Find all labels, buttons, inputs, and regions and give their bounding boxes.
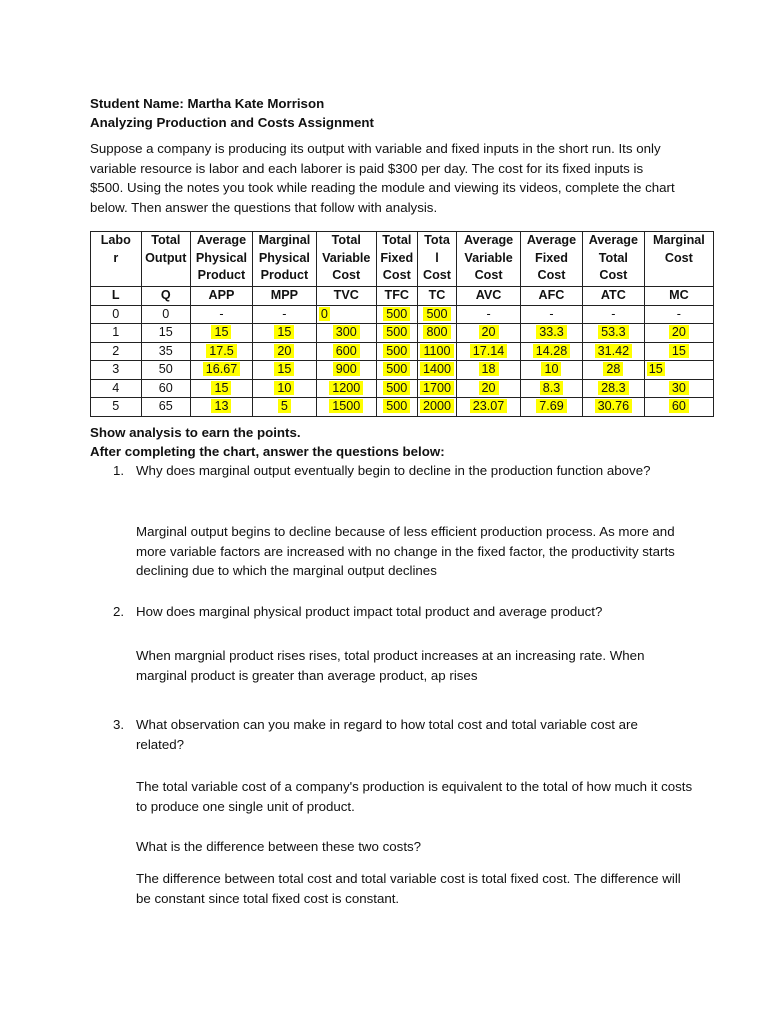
cell-value: 1200	[329, 381, 363, 395]
abbrev-atc: ATC	[582, 287, 644, 306]
cell-atc	[582, 361, 644, 380]
cell-mc	[644, 342, 713, 361]
instructions: After completing the chart, answer the questions below:	[90, 444, 445, 459]
cell-avc	[457, 305, 521, 324]
cell-value: 17.5	[206, 344, 237, 358]
cell-value: 20	[479, 381, 499, 395]
cell-value: 60	[669, 399, 689, 413]
cell-avc	[457, 342, 521, 361]
student-name: Student Name: Martha Kate Morrison	[90, 96, 325, 111]
cell-mpp	[252, 342, 316, 361]
cell-value: 60	[158, 380, 173, 395]
assignment-title: Analyzing Production and Costs Assignment	[90, 115, 374, 130]
cell-value: 28	[603, 362, 623, 376]
cell-mpp	[252, 379, 316, 398]
table-header-row	[91, 232, 714, 287]
cell-value: 65	[158, 399, 173, 413]
cell-value: 500	[423, 307, 450, 321]
cell-labor	[91, 305, 142, 324]
cell-value: 35	[158, 343, 173, 358]
col-header-tc: Tota l Cost	[417, 232, 456, 287]
cell-labor	[91, 398, 142, 417]
cell-tvc	[316, 398, 376, 417]
cell-tc	[417, 361, 456, 380]
cell-tc	[417, 324, 456, 343]
cell-output	[141, 305, 191, 324]
cell-value: 1	[112, 325, 120, 339]
col-header-total-output: Total Output	[141, 232, 191, 287]
cell-tvc	[316, 324, 376, 343]
cell-value: 15	[158, 325, 173, 339]
cell-value: 1100	[420, 344, 453, 358]
col-header-afc: Average Fixed Cost	[521, 232, 583, 287]
cell-value: -	[486, 306, 491, 321]
cell-value: 600	[333, 344, 360, 358]
cell-output	[141, 398, 191, 417]
question-number: 2.	[113, 604, 125, 619]
cell-atc	[582, 324, 644, 343]
cell-value: 28.3	[598, 381, 629, 395]
cell-afc	[521, 324, 583, 343]
cell-value: 10	[274, 381, 294, 395]
cell-output	[141, 379, 191, 398]
col-header-labor: Labo r	[91, 232, 142, 287]
cell-afc	[521, 398, 583, 417]
intro-paragraph: Suppose a company is producing its output with variable and fixed inputs in the short run. Its only variable resource is labor and each laborer is paid $300 per day. The cost for its fixed inputs is $500. Using the notes you took while reading the module and viewing its videos, complete the chart below. Then answer the questions that follow with analysis.	[90, 141, 675, 215]
cell-value: 15	[274, 325, 294, 339]
col-header-tfc: Total Fixed Cost	[376, 232, 417, 287]
cell-value: 23.07	[470, 399, 508, 413]
cell-avc	[457, 398, 521, 417]
question-1	[113, 461, 673, 481]
answer-1: Marginal output begins to decline because of less efficient production process. As more and more variable factors are increased with no change in the fixed factor, the productivity starts declining due to which the marginal output declines	[136, 524, 675, 578]
cell-app	[191, 379, 253, 398]
question-2	[113, 602, 673, 622]
cell-tfc	[376, 305, 417, 324]
abbrev-tfc: TFC	[376, 287, 417, 306]
cell-avc	[457, 379, 521, 398]
abbrev-afc: AFC	[521, 287, 583, 306]
col-header-atc: Average Total Cost	[582, 232, 644, 287]
cell-value: 500	[383, 381, 410, 395]
cell-value: 500	[383, 307, 410, 321]
col-header-avc: Average Variable Cost	[457, 232, 521, 287]
cell-value: 500	[383, 399, 410, 413]
cell-value: 53.3	[598, 325, 629, 339]
cell-app	[191, 342, 253, 361]
cell-labor	[91, 324, 142, 343]
cell-value: 20	[479, 325, 499, 339]
table-body	[91, 305, 714, 416]
cell-value: 33.3	[536, 325, 567, 339]
cell-afc	[521, 361, 583, 380]
cell-atc	[582, 342, 644, 361]
cell-afc	[521, 342, 583, 361]
cell-mpp	[252, 305, 316, 324]
cell-avc	[457, 361, 521, 380]
question-3	[113, 715, 673, 754]
cell-value: 16.67	[203, 362, 241, 376]
cell-value: 1400	[420, 362, 454, 376]
cell-value: 4	[112, 380, 120, 395]
cell-value: -	[611, 306, 616, 321]
cell-app	[191, 398, 253, 417]
cell-labor	[91, 342, 142, 361]
cell-tvc	[316, 361, 376, 380]
cell-value: 1700	[420, 381, 454, 395]
cell-afc	[521, 379, 583, 398]
cell-app	[191, 361, 253, 380]
col-header-mpp: Marginal Physical Product	[252, 232, 316, 287]
cell-value: -	[219, 306, 224, 321]
abbrev-tvc: TVC	[316, 287, 376, 306]
abbrev-mpp: MPP	[252, 287, 316, 306]
cell-value: 13	[211, 399, 231, 413]
followup-question-3: What is the difference between these two costs?	[136, 839, 422, 854]
cell-value: -	[282, 306, 287, 321]
table-row	[91, 361, 714, 380]
cell-app	[191, 324, 253, 343]
cell-value: 20	[669, 325, 689, 339]
cell-tvc	[316, 305, 376, 324]
cell-value: 17.14	[470, 344, 508, 358]
question-text: Why does marginal output eventually begin to decline in the production function above?	[136, 463, 651, 478]
cell-value: 8.3	[540, 381, 564, 395]
table-abbrev-row	[91, 287, 714, 306]
answer-3: The total variable cost of a company's production is equivalent to the total of how much it costs to produce one single unit of product.	[136, 779, 693, 814]
question-number: 1.	[113, 463, 125, 478]
table-row	[91, 342, 714, 361]
cell-value: 0	[112, 306, 120, 321]
cell-atc	[582, 379, 644, 398]
cell-afc	[521, 305, 583, 324]
question-text: How does marginal physical product impact total product and average product?	[136, 604, 603, 619]
cell-value: 2	[112, 343, 120, 358]
table-row	[91, 324, 714, 343]
abbrev-avc: AVC	[457, 287, 521, 306]
cell-labor	[91, 379, 142, 398]
cell-avc	[457, 324, 521, 343]
cell-mc	[644, 305, 713, 324]
cell-labor	[91, 361, 142, 380]
cell-value: 0	[320, 306, 328, 321]
cell-value: 18	[479, 362, 499, 376]
cell-value: 500	[383, 325, 410, 339]
cell-value: 7.69	[536, 399, 567, 413]
cell-app	[191, 305, 253, 324]
abbrev-tc: TC	[417, 287, 456, 306]
cell-tc	[417, 342, 456, 361]
cell-value: 500	[383, 362, 410, 376]
cell-value: 0	[162, 306, 170, 321]
cell-value: 300	[333, 325, 360, 339]
cell-tc	[417, 398, 456, 417]
cell-value: 10	[541, 362, 561, 376]
cell-value: 50	[158, 362, 173, 376]
question-text: What observation can you make in regard to how total cost and total variable cost are related?	[136, 717, 638, 752]
abbrev-q: Q	[141, 287, 191, 306]
cell-atc	[582, 398, 644, 417]
table-row	[91, 379, 714, 398]
cell-output	[141, 361, 191, 380]
col-header-mc: Marginal Cost	[644, 232, 713, 287]
cell-value: 30.76	[595, 399, 633, 413]
cell-tfc	[376, 379, 417, 398]
cell-value: 1500	[329, 399, 363, 413]
cell-mpp	[252, 361, 316, 380]
cell-value: 5	[278, 399, 291, 413]
answer-2: When margnial product rises rises, total product increases at an increasing rate. When marginal product is greater than average product, ap rises	[136, 648, 645, 683]
cell-value: 3	[112, 362, 120, 376]
cell-value: 5	[112, 399, 120, 413]
cell-value: 2000	[420, 399, 454, 413]
cell-mc	[644, 398, 713, 417]
question-number: 3.	[113, 717, 125, 732]
cell-mc	[644, 361, 713, 380]
cell-value: -	[549, 306, 554, 321]
cell-value: 15	[211, 325, 231, 339]
table-row	[91, 398, 714, 417]
col-header-tvc: Total Variable Cost	[316, 232, 376, 287]
cell-highlight	[317, 306, 376, 324]
cell-tc	[417, 379, 456, 398]
col-header-app: Average Physical Product	[191, 232, 253, 287]
cell-value: -	[676, 306, 681, 321]
cell-value: 31.42	[595, 344, 633, 358]
cell-value: 15	[211, 381, 231, 395]
cell-value: 15	[274, 362, 294, 376]
cell-value: 15	[648, 362, 663, 376]
cell-tvc	[316, 379, 376, 398]
cell-mpp	[252, 398, 316, 417]
table-row	[91, 305, 714, 324]
cell-output	[141, 324, 191, 343]
cell-tfc	[376, 398, 417, 417]
abbrev-mc: MC	[644, 287, 713, 306]
cell-value: 800	[423, 325, 450, 339]
cell-output	[141, 342, 191, 361]
cell-atc	[582, 305, 644, 324]
abbrev-app: APP	[191, 287, 253, 306]
cell-value: 500	[383, 344, 410, 358]
cell-tc	[417, 305, 456, 324]
cell-value: 30	[669, 381, 689, 395]
analysis-note: Show analysis to earn the points.	[90, 425, 301, 440]
cell-tvc	[316, 342, 376, 361]
cell-value: 14.28	[533, 344, 571, 358]
cell-value: 15	[669, 344, 689, 358]
cell-mpp	[252, 324, 316, 343]
followup-answer-3: The difference between total cost and total variable cost is total fixed cost. The difference will be constant since total fixed cost is constant.	[136, 871, 681, 906]
abbrev-l: L	[91, 287, 142, 306]
cell-tfc	[376, 324, 417, 343]
cell-highlight	[645, 361, 713, 379]
cell-value: 900	[333, 362, 360, 376]
cell-mc	[644, 324, 713, 343]
production-cost-table	[90, 231, 714, 417]
cell-mc	[644, 379, 713, 398]
cell-value: 20	[274, 344, 294, 358]
cell-tfc	[376, 342, 417, 361]
cell-tfc	[376, 361, 417, 380]
